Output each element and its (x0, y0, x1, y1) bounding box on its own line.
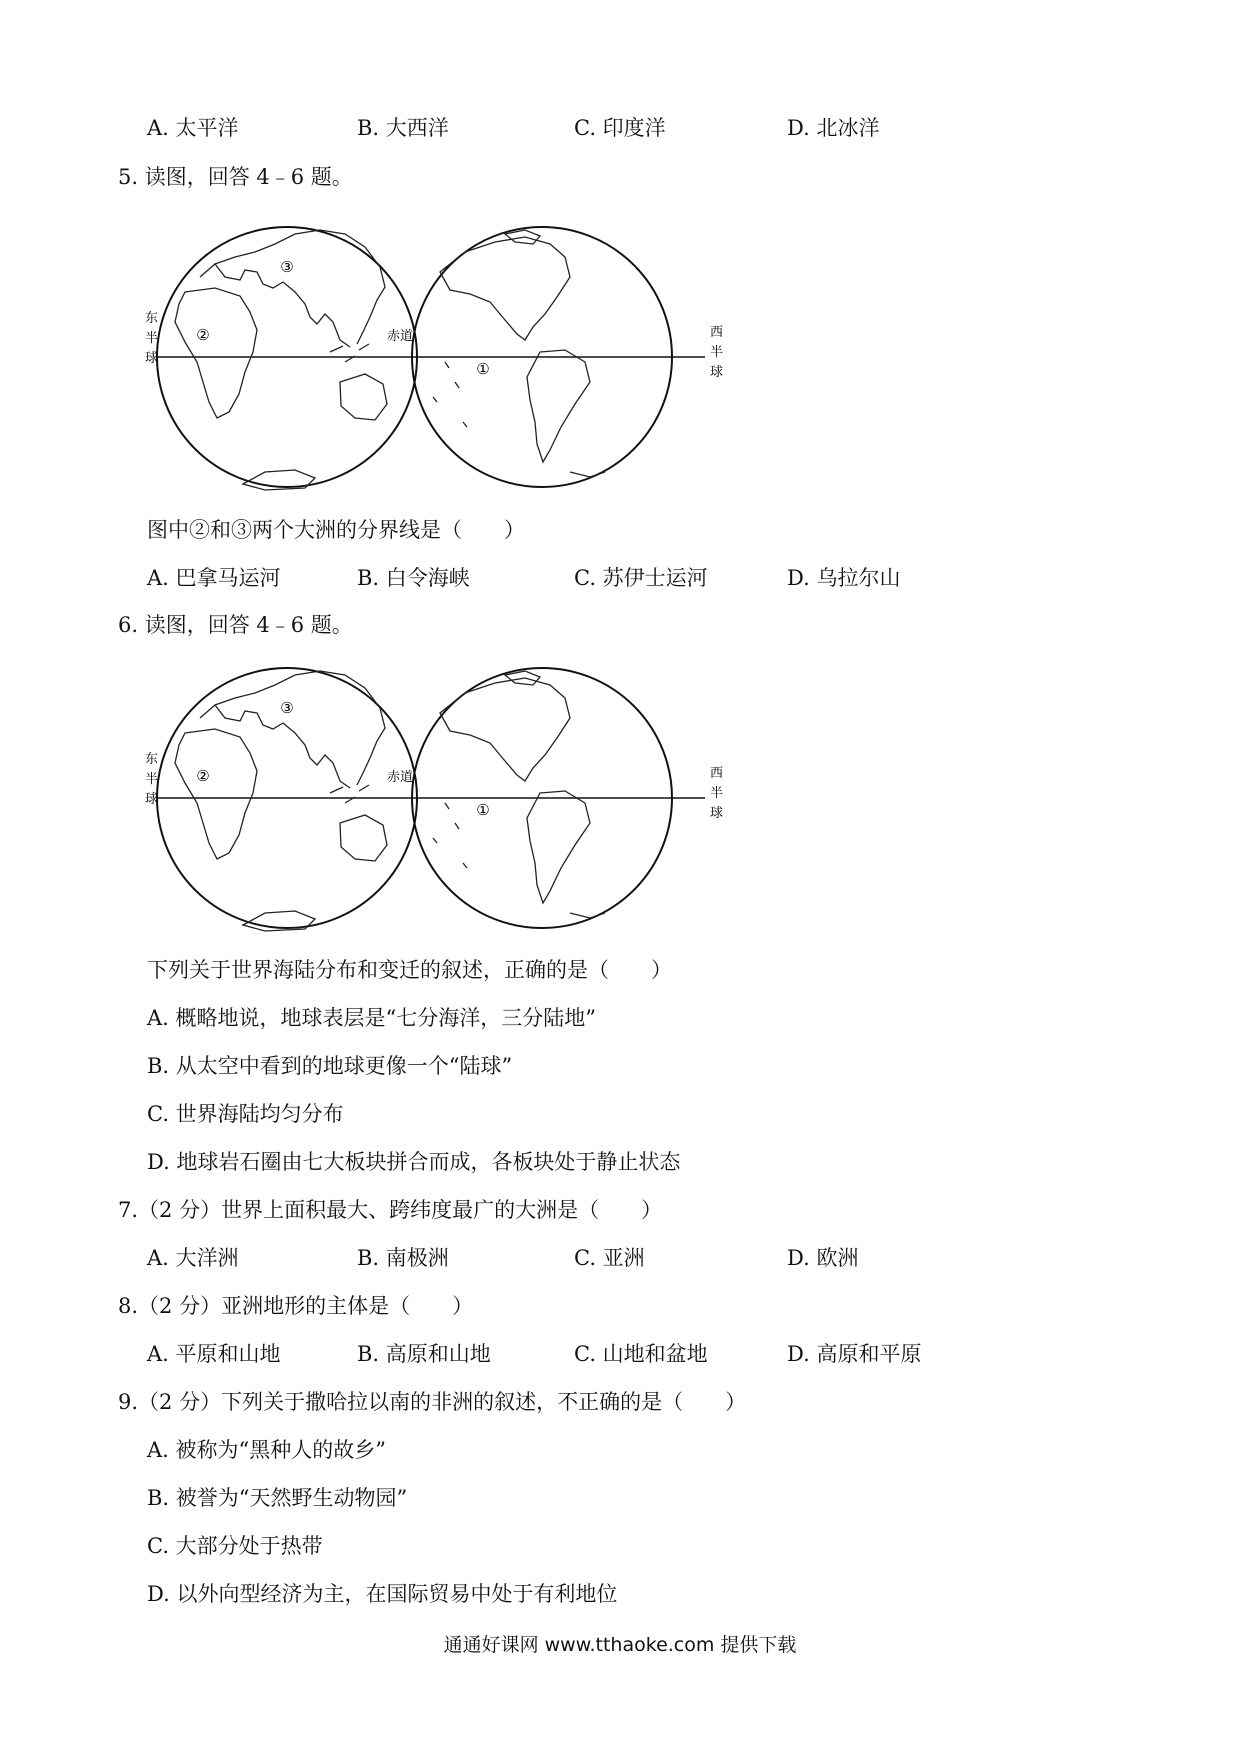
q9-option-d: D. 以外向型经济为主，在国际贸易中处于有利地位 (147, 1582, 618, 1606)
q5-stem: 5. 读图，回答 4﹣6 题。 (118, 165, 353, 189)
q8-option-c: C. 山地和盆地 (574, 1342, 708, 1366)
west-hemisphere-label (710, 766, 723, 821)
q5-option-a: A. 巴拿马运河 (147, 566, 281, 590)
svg-text:球: 球 (710, 806, 724, 821)
q6-option-d: D. 地球岩石圈由七大板块拼合而成，各板块处于静止状态 (147, 1150, 681, 1174)
svg-text:半: 半 (145, 772, 159, 787)
q7-option-b: B. 南极洲 (357, 1246, 449, 1270)
svg-text:西: 西 (710, 325, 724, 340)
equator-label: 赤道 (387, 770, 414, 785)
page-footer: 通通好课网 www.tthaoke.com 提供下载 (443, 1634, 797, 1656)
svg-text:球: 球 (710, 365, 724, 380)
svg-text:半: 半 (710, 786, 724, 801)
q6-hemisphere-map (145, 663, 725, 953)
q6-option-b: B. 从太空中看到的地球更像一个“陆球” (147, 1054, 513, 1078)
svg-text:半: 半 (145, 331, 159, 346)
q7-option-a: A. 大洋洲 (147, 1246, 239, 1270)
q9-option-a: A. 被称为“黑种人的故乡” (147, 1438, 386, 1462)
east-hemisphere-label (145, 752, 158, 807)
q5-option-c: C. 苏伊士运河 (574, 566, 708, 590)
q8-option-b: B. 高原和山地 (357, 1342, 491, 1366)
marker-3: ③ (280, 258, 294, 276)
q5-question: 图中②和③两个大洲的分界线是（ ） (147, 518, 525, 542)
svg-text:西: 西 (710, 766, 724, 781)
equator-label: 赤道 (387, 329, 414, 344)
q5-hemisphere-map (145, 222, 725, 512)
q6-option-c: C. 世界海陆均匀分布 (147, 1102, 344, 1126)
q6-question: 下列关于世界海陆分布和变迁的叙述，正确的是（ ） (147, 958, 672, 982)
q8-option-d: D. 高原和平原 (787, 1342, 922, 1366)
q6-stem: 6. 读图，回答 4﹣6 题。 (118, 613, 353, 637)
q9-option-c: C. 大部分处于热带 (147, 1534, 323, 1558)
svg-text:东: 东 (145, 752, 159, 767)
q7-option-c: C. 亚洲 (574, 1246, 645, 1270)
q6-option-a: A. 概略地说，地球表层是“七分海洋，三分陆地” (147, 1006, 596, 1030)
svg-text:球: 球 (145, 351, 159, 366)
q9-stem: 9.（2 分）下列关于撒哈拉以南的非洲的叙述，不正确的是（ ） (118, 1390, 747, 1414)
q8-option-a: A. 平原和山地 (147, 1342, 281, 1366)
marker-1: ① (476, 801, 490, 819)
q4-option-c: C. 印度洋 (574, 116, 666, 140)
q5-option-b: B. 白令海峡 (357, 566, 470, 590)
q9-option-b: B. 被誉为“天然野生动物园” (147, 1486, 408, 1510)
q7-stem: 7.（2 分）世界上面积最大、跨纬度最广的大洲是（ ） (118, 1198, 663, 1222)
hemisphere-map-figure (145, 663, 725, 953)
q4-option-b: B. 大西洋 (357, 116, 449, 140)
q8-stem: 8.（2 分）亚洲地形的主体是（ ） (118, 1294, 474, 1318)
marker-2: ② (196, 767, 210, 785)
marker-2: ② (196, 326, 210, 344)
marker-3: ③ (280, 699, 294, 717)
q7-option-d: D. 欧洲 (787, 1246, 859, 1270)
east-hemisphere-label (145, 311, 158, 366)
svg-text:东: 东 (145, 311, 159, 326)
marker-1: ① (476, 360, 490, 378)
hemisphere-map-figure (145, 222, 725, 512)
svg-text:半: 半 (710, 345, 724, 360)
q5-option-d: D. 乌拉尔山 (787, 566, 901, 590)
q4-option-d: D. 北冰洋 (787, 116, 880, 140)
svg-text:球: 球 (145, 792, 159, 807)
west-hemisphere-label (710, 325, 723, 380)
q4-option-a: A. 太平洋 (147, 116, 239, 140)
